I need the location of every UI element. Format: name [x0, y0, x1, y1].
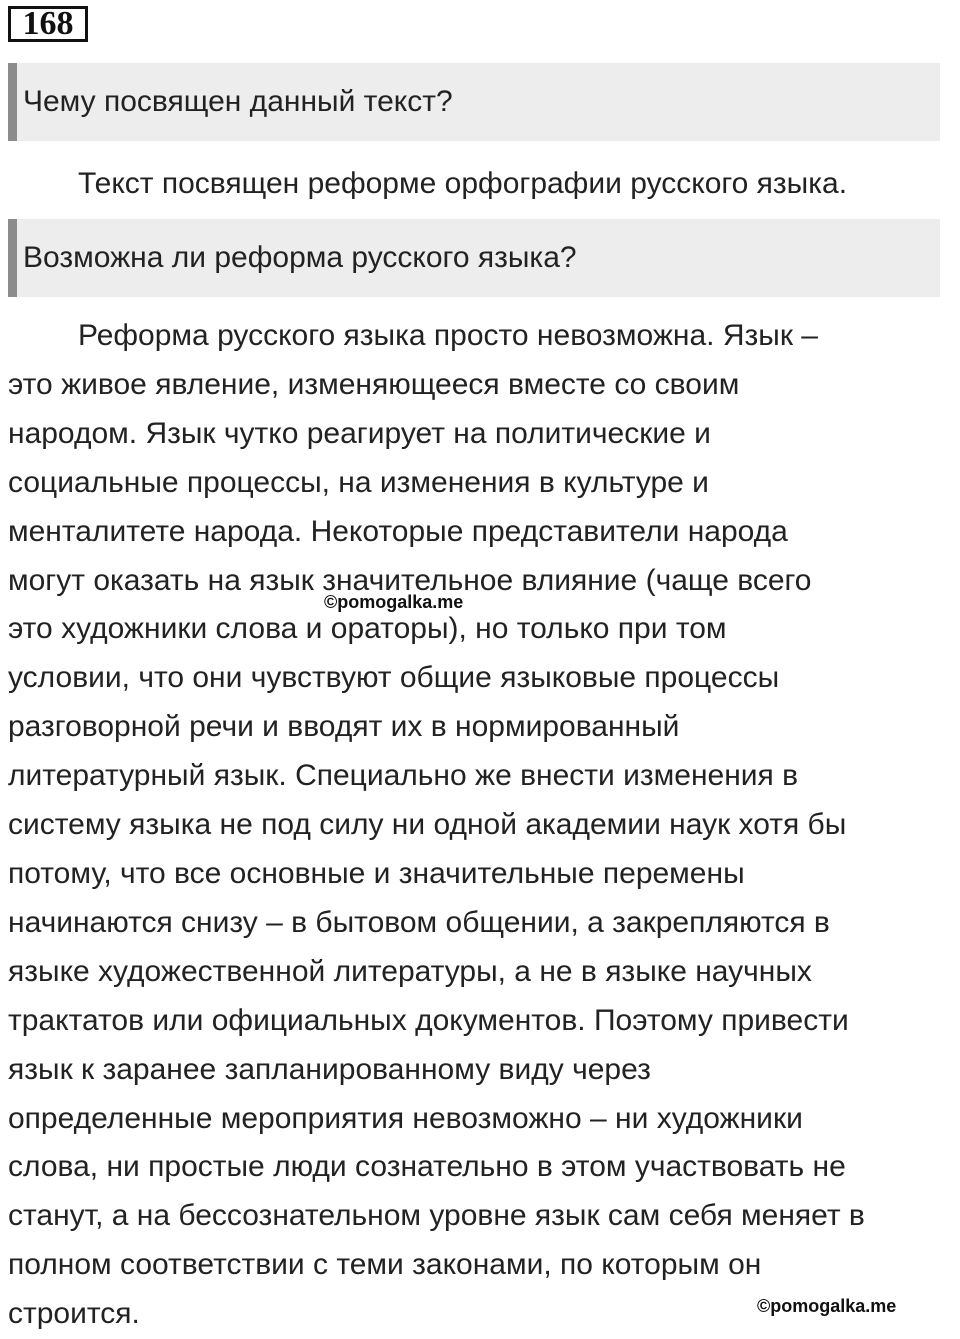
answer-2-line: систему языка не под силу ни одной академии наук хотя бы [8, 808, 847, 842]
answer-2-line: языке художественной литературы, а не в языке научных [8, 954, 812, 988]
answer-2-line: начинаются снизу – в бытовом общении, а закрепляются в [8, 905, 830, 939]
answer-2-line: трактатов или официальных документов. Поэтому привести [8, 1003, 849, 1037]
watermark: ©pomogalka.me [757, 1296, 897, 1316]
answer-2-line: это живое явление, изменяющееся вместе со своим [8, 367, 740, 401]
answer-2-line: социальные процессы, на изменения в культуре и [8, 465, 709, 499]
task-number-box: 168 [8, 6, 88, 42]
answer-2-line: условии, что они чувствуют общие языковые процессы [8, 661, 780, 695]
answer-2-line: строится. [8, 1297, 140, 1331]
answer-2 [8, 312, 958, 1339]
answer-2-line: определенные мероприятия невозможно – ни художники [8, 1101, 803, 1135]
answer-2-line: потому, что все основные и значительные перемены [8, 856, 745, 890]
answer-2-line: полном соответствии с теми законами, по которым он [8, 1248, 762, 1282]
answer-2-line: литературный язык. Специально же внести изменения в [8, 759, 799, 793]
answer-2-line: это художники слова и ораторы), но только при том [8, 612, 727, 646]
question-2: Возможна ли реформа русского языка? [8, 219, 940, 297]
answer-1: Текст посвящен реформе орфографии русского языка. [78, 167, 848, 200]
answer-2-line: язык к заранее запланированному виду через [8, 1052, 651, 1086]
question-1: Чему посвящен данный текст? [8, 63, 940, 141]
answer-2-line: станут, а на бессознательном уровне язык сам себя меняет в [8, 1199, 865, 1233]
answer-2-line: народом. Язык чутко реагирует на политические и [8, 416, 711, 450]
answer-2-line: менталитете народа. Некоторые представители народа [8, 514, 788, 548]
answer-2-line: слова, ни простые люди сознательно в этом участвовать не [8, 1150, 846, 1184]
answer-2-line: могут оказать на язык значительное влияние (чаще всего [8, 563, 812, 597]
watermark: ©pomogalka.me [324, 592, 464, 612]
answer-2-line: разговорной речи и вводят их в нормированный [8, 710, 680, 744]
answer-2-line: Реформа русского языка просто невозможна. Язык – [78, 319, 818, 352]
